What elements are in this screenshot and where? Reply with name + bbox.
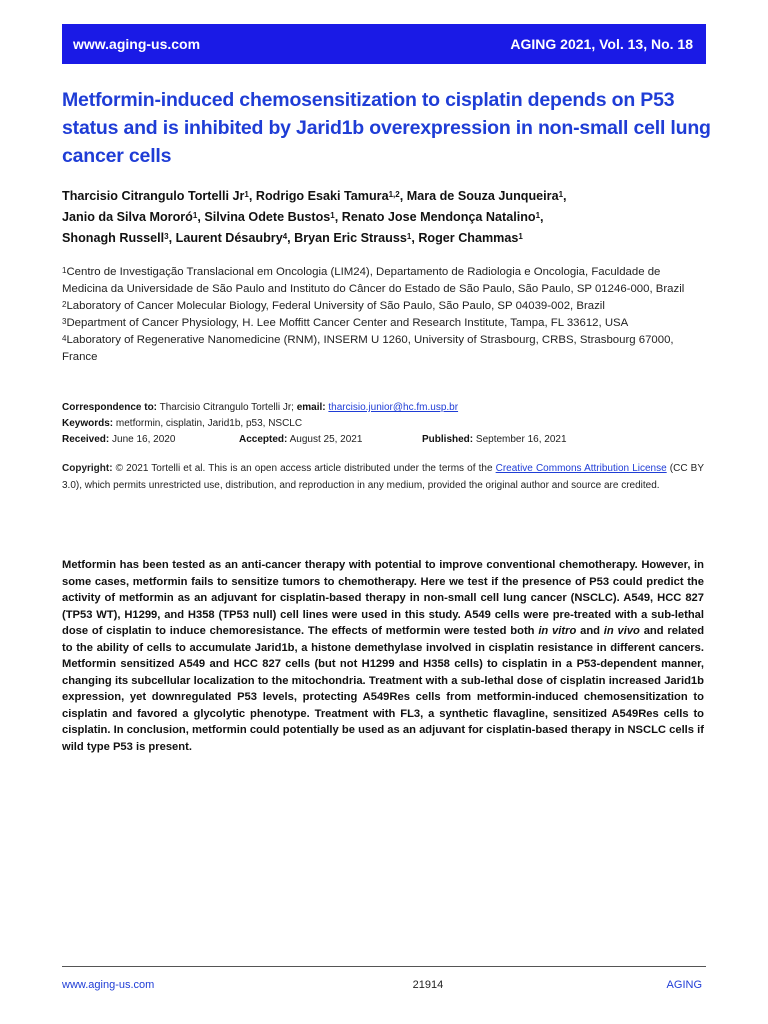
- footer-journal-name: AGING: [666, 979, 702, 991]
- license-link[interactable]: Creative Commons Attribution License: [495, 463, 667, 474]
- author-affiliation-mark: 3: [164, 232, 169, 241]
- author-affiliation-mark: 1,2: [388, 190, 400, 199]
- author-name: Tharcisio Citrangulo Tortelli Jr: [62, 189, 245, 203]
- copyright-text-after: (CC BY 3.0), which permits unrestricted use, distribution, and reproduction in any medium, provided the original author and source are credited.: [62, 463, 705, 491]
- author-affiliation-mark: 1: [244, 190, 249, 199]
- published-value: September 16, 2021: [475, 434, 567, 445]
- correspondence-label: Correspondence to:: [62, 402, 158, 413]
- author-name: Rodrigo Esaki Tamura: [255, 189, 389, 203]
- accepted-value: August 25, 2021: [289, 434, 363, 445]
- author-name: Bryan Eric Strauss: [294, 231, 407, 245]
- author-name: Silvina Odete Bustos: [204, 210, 331, 224]
- received-label: Received:: [62, 434, 110, 445]
- affiliation-list: [62, 264, 702, 366]
- accepted-date: [239, 432, 422, 448]
- abstract: [62, 557, 704, 755]
- author-name: Shonagh Russell: [62, 231, 165, 245]
- author-affiliation-mark: 1: [535, 211, 541, 220]
- author-name: Renato Jose Mendonça Natalino: [341, 210, 536, 224]
- article-title: Metformin-induced chemosensitization to cisplatin depends on P53 status and is inhibited by Jarid1b overexpression in non-small cell lung cancer cells: [62, 89, 711, 167]
- journal-header-bar: [62, 24, 706, 64]
- accepted-label: Accepted:: [239, 434, 288, 445]
- author-name: Janio da Silva Mororó: [62, 210, 193, 224]
- footer-website[interactable]: www.aging-us.com: [62, 979, 155, 991]
- article-metadata: [62, 400, 706, 448]
- correspondence-line: [62, 400, 706, 416]
- author-affiliation-mark: 4: [282, 232, 288, 241]
- affiliation-text: Centro de Investigação Translacional em Oncologia (LIM24), Departamento de Radiologia e Oncologia, Faculdade de Medicina da Universidade de São Paulo and Instituto do Câncer do Estado de São Paulo, São Paulo, SP 01246-000, Brazil: [62, 266, 685, 295]
- header-website[interactable]: www.aging-us.com: [73, 36, 201, 52]
- author-name: Laurent Désaubry: [175, 231, 283, 245]
- affiliation-item: [62, 315, 702, 332]
- affiliation-item: [62, 264, 702, 298]
- abstract-and: and: [580, 625, 600, 637]
- affiliation-item: [62, 298, 702, 315]
- affiliation-text: Department of Cancer Physiology, H. Lee Moffitt Cancer Center and Research Institute, Tampa, FL 33612, USA: [66, 317, 629, 329]
- author-affiliation-mark: 1: [558, 190, 564, 199]
- page-number: 21914: [412, 979, 444, 991]
- keywords-label: Keywords:: [62, 418, 114, 429]
- abstract-text-2: and related to the ability of cells to accumulate Jarid1b, a histone demethylase involved in cisplatin resistance in different cancers. Metformin sensitized A549 and HCC 827 cells (but not H1299 and H358 cells) to cisplatin in a P53-dependent manner, changing its subcellular localization to the mitochondria. Treatment with a sub-lethal dose of cisplatin increased Jarid1b expression, yet downregulated P53 levels, protecting A549Res cells from metformin-induced chemosensitization to cisplatin and favored a glycolytic phenotype. Treatment with FL3, a synthetic flavagline, sensitized A549Res cells to cisplatin. In conclusion, metformin could potentially be used as an adjuvant for cisplatin-based therapy in NSCLC cells if wild type P53 is present.: [62, 625, 705, 753]
- received-value: June 16, 2020: [112, 434, 176, 445]
- abstract-italic-in-vitro: in vitro: [538, 625, 577, 637]
- page-footer: [62, 979, 702, 991]
- affiliation-item: [62, 332, 702, 366]
- affiliation-text: Laboratory of Regenerative Nanomedicine (RNM), INSERM U 1260, University of Strasbourg, CRBS, Strasbourg 67000, France: [62, 334, 674, 363]
- email-link[interactable]: tharcisio.junior@hc.fm.usp.br: [328, 402, 459, 413]
- affiliation-number: 1: [62, 266, 67, 275]
- published-label: Published:: [422, 434, 474, 445]
- author-affiliation-mark: 1: [192, 211, 198, 220]
- author-affiliation-mark: 1: [406, 232, 412, 241]
- copyright-label: Copyright:: [62, 463, 113, 474]
- copyright-text-before: © 2021 Tortelli et al. This is an open access article distributed under the terms of the: [115, 463, 493, 474]
- author-name: Mara de Souza Junqueira: [406, 189, 559, 203]
- author-affiliation-mark: 1: [330, 211, 335, 220]
- affiliation-number: 3: [62, 317, 67, 326]
- affiliation-text: Laboratory of Cancer Molecular Biology, Federal University of São Paulo, São Paulo, SP 04039-002, Brazil: [66, 300, 605, 312]
- author-affiliation-mark: 1: [518, 232, 523, 241]
- abstract-text-1: Metformin has been tested as an anti-cancer therapy with potential to improve conventional chemotherapy. However, in some cases, metformin fails to sensitize tumors to chemotherapy. Here we test if the presence of P53 could predict the activity of metformin as an adjuvant for cisplatin-based therapy in non-small cell lung cancer (NSCLC). A549, HCC 827 (TP53 WT), H1299, and H358 (TP53 null) cell lines were used in this study. A549 cells were pre-treated with a sub-lethal dose of cisplatin to induce chemoresistance. The effects of metformin were tested both: [62, 559, 704, 637]
- header-citation: AGING 2021, Vol. 13, No. 18: [510, 36, 693, 52]
- correspondence-name: Tharcisio Citrangulo Tortelli Jr;: [159, 402, 294, 413]
- email-label: email:: [296, 402, 326, 413]
- published-date: [422, 432, 567, 448]
- keywords-value: metformin, cisplatin, Jarid1b, p53, NSCLC: [115, 418, 303, 429]
- author-list: Tharcisio Citrangulo Tortelli Jr$^1$, Rodrigo Esaki Tamura$^{1,2}$, Mara de Souza Junqueira$^1$, Janio da Silva Mororó$^1$, Silvina Odete Bustos$^1$, Renato Jose Mendonça Natalino$^1$, Shonagh Russell$^3$, Laurent Désaubry$^4$, Bryan Eric Strauss$^1$, Roger Chammas$^1$: [62, 189, 567, 245]
- dates-line: [62, 432, 706, 448]
- affiliation-number: 4: [62, 334, 67, 343]
- abstract-italic-in-vivo: in vivo: [603, 625, 640, 637]
- affiliation-number: 2: [62, 300, 67, 309]
- keywords-line: [62, 416, 706, 432]
- copyright-notice: [62, 461, 704, 494]
- received-date: [62, 432, 239, 448]
- footer-divider: [62, 966, 706, 967]
- author-name: Roger Chammas: [418, 231, 519, 245]
